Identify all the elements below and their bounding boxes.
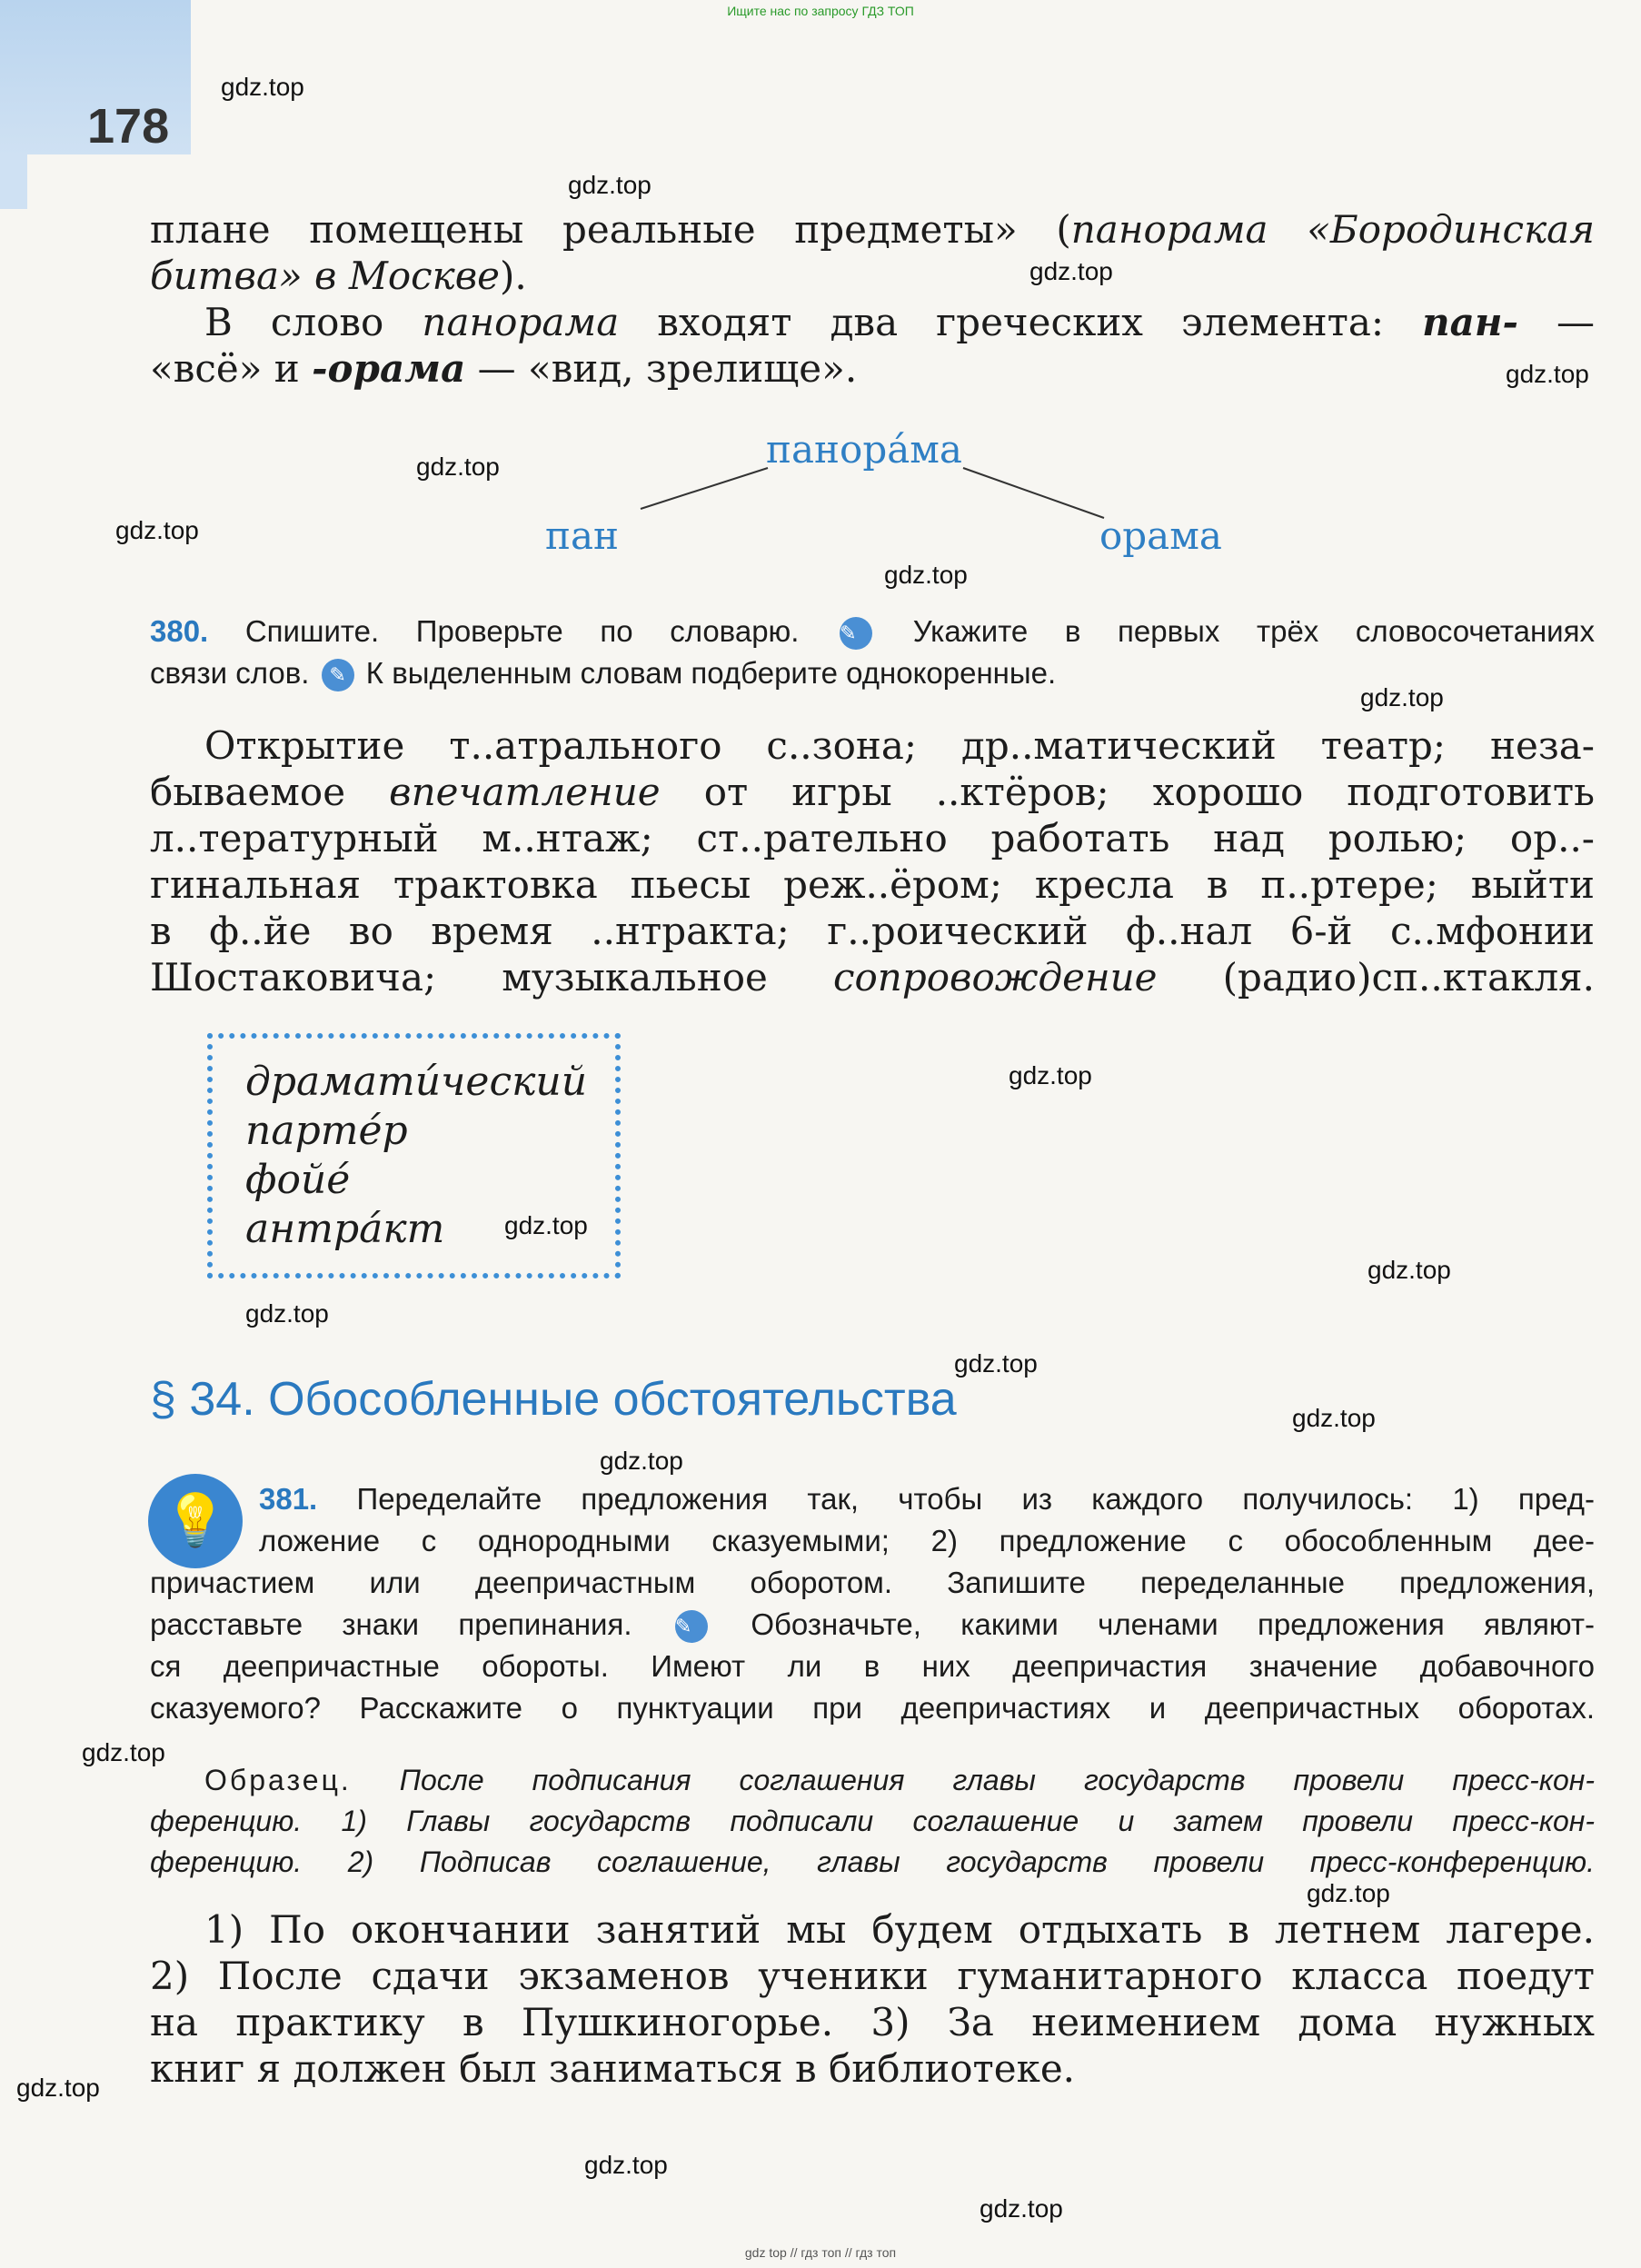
sample-line: Образец. После подписания соглашения главы государств провели пресс-кон-: [204, 1764, 1595, 1796]
text-line: Открытие т..атрального с..зона; др..матический театр; неза-: [204, 723, 1595, 768]
text-line: л..тературный м..нтаж; ст..рательно работать над ролью; ор..-: [150, 816, 1595, 860]
watermark: gdz.top: [954, 1349, 1038, 1378]
lightbulb-icon: 💡: [148, 1474, 243, 1568]
bottom-banner: gdz top // гдз топ // гдз топ: [744, 2245, 897, 2260]
intro-line: В слово панорама входят два греческих элемента: пан- —: [204, 300, 1595, 344]
watermark: gdz.top: [980, 2194, 1063, 2223]
sample-line: ференцию. 2) Подписав соглашение, главы государств провели пресс-конференцию.: [150, 1845, 1595, 1878]
instruction-line: ся деепричастные обороты. Имеют ли в них деепричастия значение добавочного: [150, 1649, 1595, 1683]
intro-line: плане помещены реальные предметы» (панорама «Бородинская: [150, 207, 1596, 252]
dictionary-word: драмати́ческий: [245, 1059, 588, 1105]
sample-line: ференцию. 1) Главы государств подписали соглашение и затем провели пресс-кон-: [150, 1805, 1595, 1837]
watermark: gdz.top: [82, 1738, 165, 1766]
watermark: gdz.top: [16, 2074, 100, 2102]
pencil-icon: ✎: [675, 1610, 708, 1643]
sentence-line: на практику в Пушкиногорье. 3) За неимением дома нужных: [150, 2000, 1595, 2044]
dictionary-box: [207, 1033, 621, 1278]
exercise-380-text: [150, 722, 1595, 1000]
sentence-line: 1) По окончании занятий мы будем отдыхать в летнем лагере.: [204, 1907, 1595, 1952]
pencil-icon: ✎: [322, 659, 354, 691]
section-title: § 34. Обособленные обстоятельства: [150, 1373, 957, 1426]
diagram-right-part: орама: [1099, 513, 1222, 558]
watermark: gdz.top: [584, 2151, 668, 2179]
watermark: gdz.top: [1292, 1404, 1376, 1432]
pencil-icon: ✎: [840, 617, 872, 650]
instruction-line: сказуемого? Расскажите о пунктуации при деепричастиях и деепричастных оборотах.: [150, 1691, 1595, 1725]
text-line: Шостаковича; музыкальное сопровождение (радио)сп..ктакля.: [150, 955, 1595, 1000]
exercise-number: 381.: [259, 1482, 318, 1516]
watermark: gdz.top: [600, 1447, 683, 1475]
watermark: gdz.top: [1307, 1879, 1390, 1907]
exercise-381-instructions-cont: [150, 1520, 1595, 1729]
diagram-left-part: пан: [545, 513, 620, 558]
intro-line: битва» в Москве).: [150, 254, 527, 298]
watermark: gdz.top: [245, 1299, 329, 1328]
watermark: gdz.top: [504, 1211, 588, 1239]
exercise-number: 380.: [150, 614, 209, 648]
diagram-lines: [0, 0, 1641, 636]
instruction-line: ложение с однородными сказуемыми; 2) предложение с обособленным дее-: [259, 1524, 1595, 1557]
exercise-381-sentences: [150, 1906, 1595, 2092]
dictionary-word: парте́р: [245, 1108, 408, 1154]
sentence-line: 2) После сдачи экзаменов ученики гуманитарного класса поедут: [150, 1954, 1595, 1998]
top-banner: Ищите нас по запросу ГДЗ ТОП: [727, 4, 914, 18]
page-number: 178: [87, 99, 170, 154]
dictionary-word: антра́кт: [245, 1206, 445, 1252]
instruction-line: связи слов. ✎ К выделенным словам подберите однокоренные.: [150, 652, 1595, 694]
instruction-line: причастием или деепричастным оборотом. Запишите переделанные предложения,: [150, 1566, 1595, 1599]
watermark: gdz.top: [1506, 360, 1589, 388]
watermark: gdz.top: [1368, 1256, 1451, 1284]
watermark: gdz.top: [1029, 257, 1113, 285]
dictionary-word: фойе́: [245, 1157, 351, 1203]
sentence-line: книг я должен был заниматься в библиотеке.: [150, 2046, 1076, 2091]
exercise-380-instructions: [150, 611, 1595, 694]
watermark: gdz.top: [115, 516, 199, 544]
text-line: в ф..йе во время ..нтракта; г..роический ф..нал 6-й с..мфонии: [150, 909, 1595, 953]
intro-line: «всё» и -орама — «вид, зрелище».: [150, 346, 858, 391]
text-line: бываемое впечатление от игры ..ктёров; хорошо подготовить: [150, 770, 1596, 814]
text-line: гинальная трактовка пьесы реж..ёром; кресла в п..ртере; выйти: [150, 862, 1595, 907]
watermark: gdz.top: [568, 171, 651, 199]
diagram-root-word: панора́ма: [766, 427, 962, 472]
sample-block: [150, 1760, 1595, 1883]
instruction-line: 381. Переделайте предложения так, чтобы из каждого получилось: 1) пред-: [259, 1482, 1595, 1516]
watermark: gdz.top: [416, 453, 500, 481]
watermark: gdz.top: [1360, 683, 1444, 711]
instruction-line: расставьте знаки препинания. ✎ Обозначьте, какими членами предложения являют-: [150, 1604, 1595, 1646]
watermark: gdz.top: [884, 561, 968, 589]
watermark: gdz.top: [1009, 1061, 1092, 1089]
watermark: gdz.top: [221, 73, 304, 101]
exercise-381-instructions: [259, 1478, 1595, 1520]
instruction-line: 380. Спишите. Проверьте по словарю. ✎ Укажите в первых трёх словосочетаниях: [150, 611, 1595, 652]
